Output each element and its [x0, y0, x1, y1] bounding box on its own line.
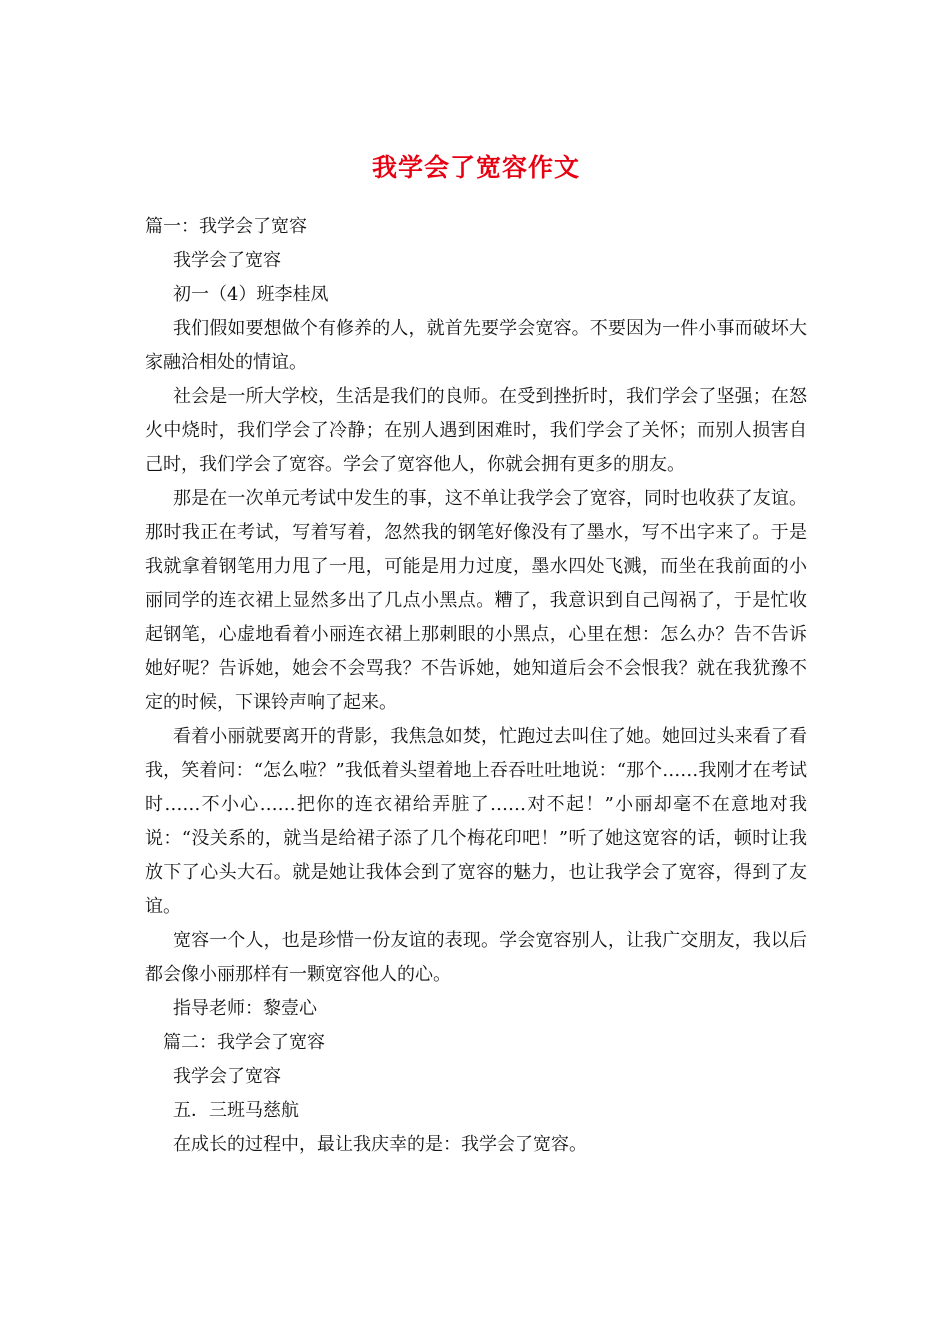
section-heading: 篇一：我学会了宽容	[145, 216, 307, 237]
paragraph: 那是在一次单元考试中发生的事，这不单让我学会了宽容，同时也收获了友谊。那时我正在考试，写着写着，忽然我的钢笔好像没有了墨水，写不出字来了。于是我就拿着钢笔用力甩了一甩，可能是用力过度，墨水四处飞溅，而坐在我前面的小丽同学的连衣裙上显然多出了几点小黑点。糟了，我意识到自己闯祸了，于是忙收起钢笔，心虚地看着小丽连衣裙上那刺眼的小黑点，心里在想：怎么办？告不告诉她好呢？告诉她，她会不会骂我？不告诉她，她知道后会不会恨我？就在我犹豫不定的时候，下课铃声响了起来。	[145, 488, 807, 713]
teacher-line: 指导老师：黎壹心	[173, 998, 317, 1019]
author-line: 五．三班马慈航	[173, 1100, 299, 1121]
paragraph: 宽容一个人，也是珍惜一份友谊的表现。学会宽容别人，让我广交朋友，我以后都会像小丽那样有一颗宽容他人的心。	[145, 930, 807, 985]
document-title: 我学会了宽容作文	[371, 153, 580, 182]
paragraph: 看着小丽就要离开的背影，我焦急如焚，忙跑过去叫住了她。她回过头来看了看我，笑着问：“怎么啦？”我低着头望着地上吞吞吐吐地说：“那个……我刚才在考试时……不小心……把你的连衣裙给弄脏了……对不起！”小丽却毫不在意地对我说：“没关系的，就当是给裙子添了几个梅花印吧！”听了她这宽容的话，顿时让我放下了心头大石。就是她让我体会到了宽容的魅力，也让我学会了宽容，得到了友谊。	[145, 726, 807, 917]
author-line: 初一（4）班李桂凤	[173, 284, 329, 305]
section-heading: 篇二：我学会了宽容	[163, 1032, 325, 1053]
paragraph: 在成长的过程中，最让我庆幸的是：我学会了宽容。	[173, 1134, 587, 1155]
paragraph: 社会是一所大学校，生活是我们的良师。在受到挫折时，我们学会了坚强；在怒火中烧时，我们学会了冷静；在别人遇到困难时，我们学会了关怀；而别人损害自己时，我们学会了宽容。学会了宽容他人，你就会拥有更多的朋友。	[145, 386, 807, 475]
section-subtitle: 我学会了宽容	[173, 250, 281, 271]
paragraph: 我们假如要想做个有修养的人，就首先要学会宽容。不要因为一件小事而破坏大家融洽相处的情谊。	[145, 318, 807, 373]
section-subtitle: 我学会了宽容	[173, 1066, 281, 1087]
document-body	[145, 150, 807, 1162]
